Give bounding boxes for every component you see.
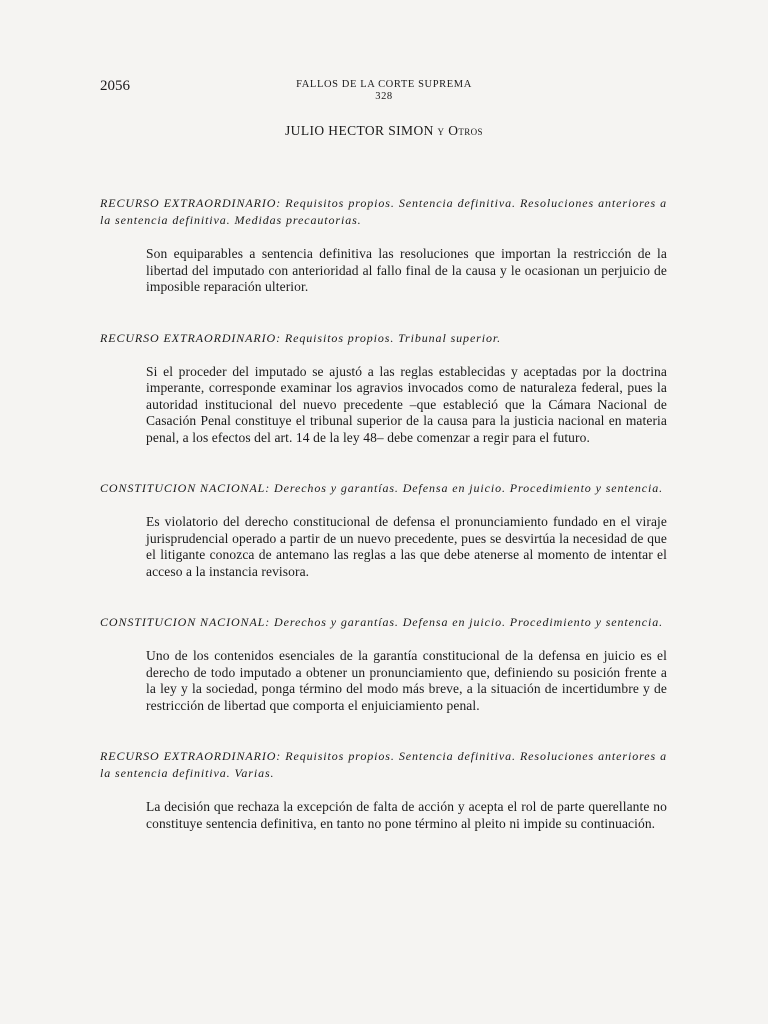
case-suffix: y Otros xyxy=(437,123,483,138)
section-heading: RECURSO EXTRAORDINARIO: Requisitos propios. Tribunal superior. xyxy=(100,330,502,345)
section-heading: CONSTITUCION NACIONAL: Derechos y garantías. Defensa en juicio. Procedimiento y sentencia. xyxy=(100,481,664,495)
running-head xyxy=(0,79,768,103)
page-number: 2056 xyxy=(100,78,130,94)
case-name: JULIO HECTOR SIMON xyxy=(285,123,434,138)
section-heading: RECURSO EXTRAORDINARIO: Requisitos propios. Sentencia definitiva. Resoluciones anteriores a la sentencia definitiva. Medidas precautorias. xyxy=(100,196,667,227)
summary-section xyxy=(100,748,667,832)
summary-section xyxy=(100,614,667,714)
section-body: Es violatorio del derecho constitucional de defensa el pronunciamiento fundado en el viraje jurisprudencial operado a partir de un nuevo precedente, pues se desvirtúa la necesidad de que el litigante conozca de antemano las reglas a las que debe atenerse al momento de intentar el acceso a la instancia revisora. xyxy=(146,514,667,579)
section-heading: CONSTITUCION NACIONAL: Derechos y garantías. Defensa en juicio. Procedimiento y sentencia. xyxy=(100,615,664,629)
running-head-title: FALLOS DE LA CORTE SUPREMA xyxy=(296,79,472,90)
summary-list xyxy=(100,195,667,866)
case-title xyxy=(0,123,768,139)
volume-number: 328 xyxy=(375,91,393,102)
summary-section xyxy=(100,330,667,447)
section-body: Si el proceder del imputado se ajustó a las reglas establecidas y aceptadas por la doctrina imperante, corresponde examinar los agravios invocados como de naturaleza federal, pues la autoridad institucional del nuevo precedente –que estableció que la Cámara Nacional de Casación Penal constituye el tribunal superior de la causa para la justicia nacional en materia penal, a los efectos del art. 14 de la ley 48– debe comenzar a regir para el futuro. xyxy=(146,363,667,445)
summary-section xyxy=(100,480,667,580)
section-body: Son equiparables a sentencia definitiva las resoluciones que importan la restricción de la libertad del imputado con anterioridad al fallo final de la causa y le ocasionan un perjuicio de imposible reparación ulterior. xyxy=(146,246,667,294)
section-heading: RECURSO EXTRAORDINARIO: Requisitos propios. Sentencia definitiva. Resoluciones anteriores a la sentencia definitiva. Varias. xyxy=(100,749,667,780)
section-body: La decisión que rechaza la excepción de falta de acción y acepta el rol de parte querellante no constituye sentencia definitiva, en tanto no pone término al pleito ni impide su continuación. xyxy=(146,799,667,831)
section-body: Uno de los contenidos esenciales de la garantía constitucional de la defensa en juicio es el derecho de todo imputado a obtener un pronunciamiento que, definiendo su posición frente a la ley y la sociedad, ponga término del modo más breve, a la situación de incertidumbre y de restricción de libertad que comporta el enjuiciamiento penal. xyxy=(146,648,667,713)
summary-section xyxy=(100,195,667,296)
